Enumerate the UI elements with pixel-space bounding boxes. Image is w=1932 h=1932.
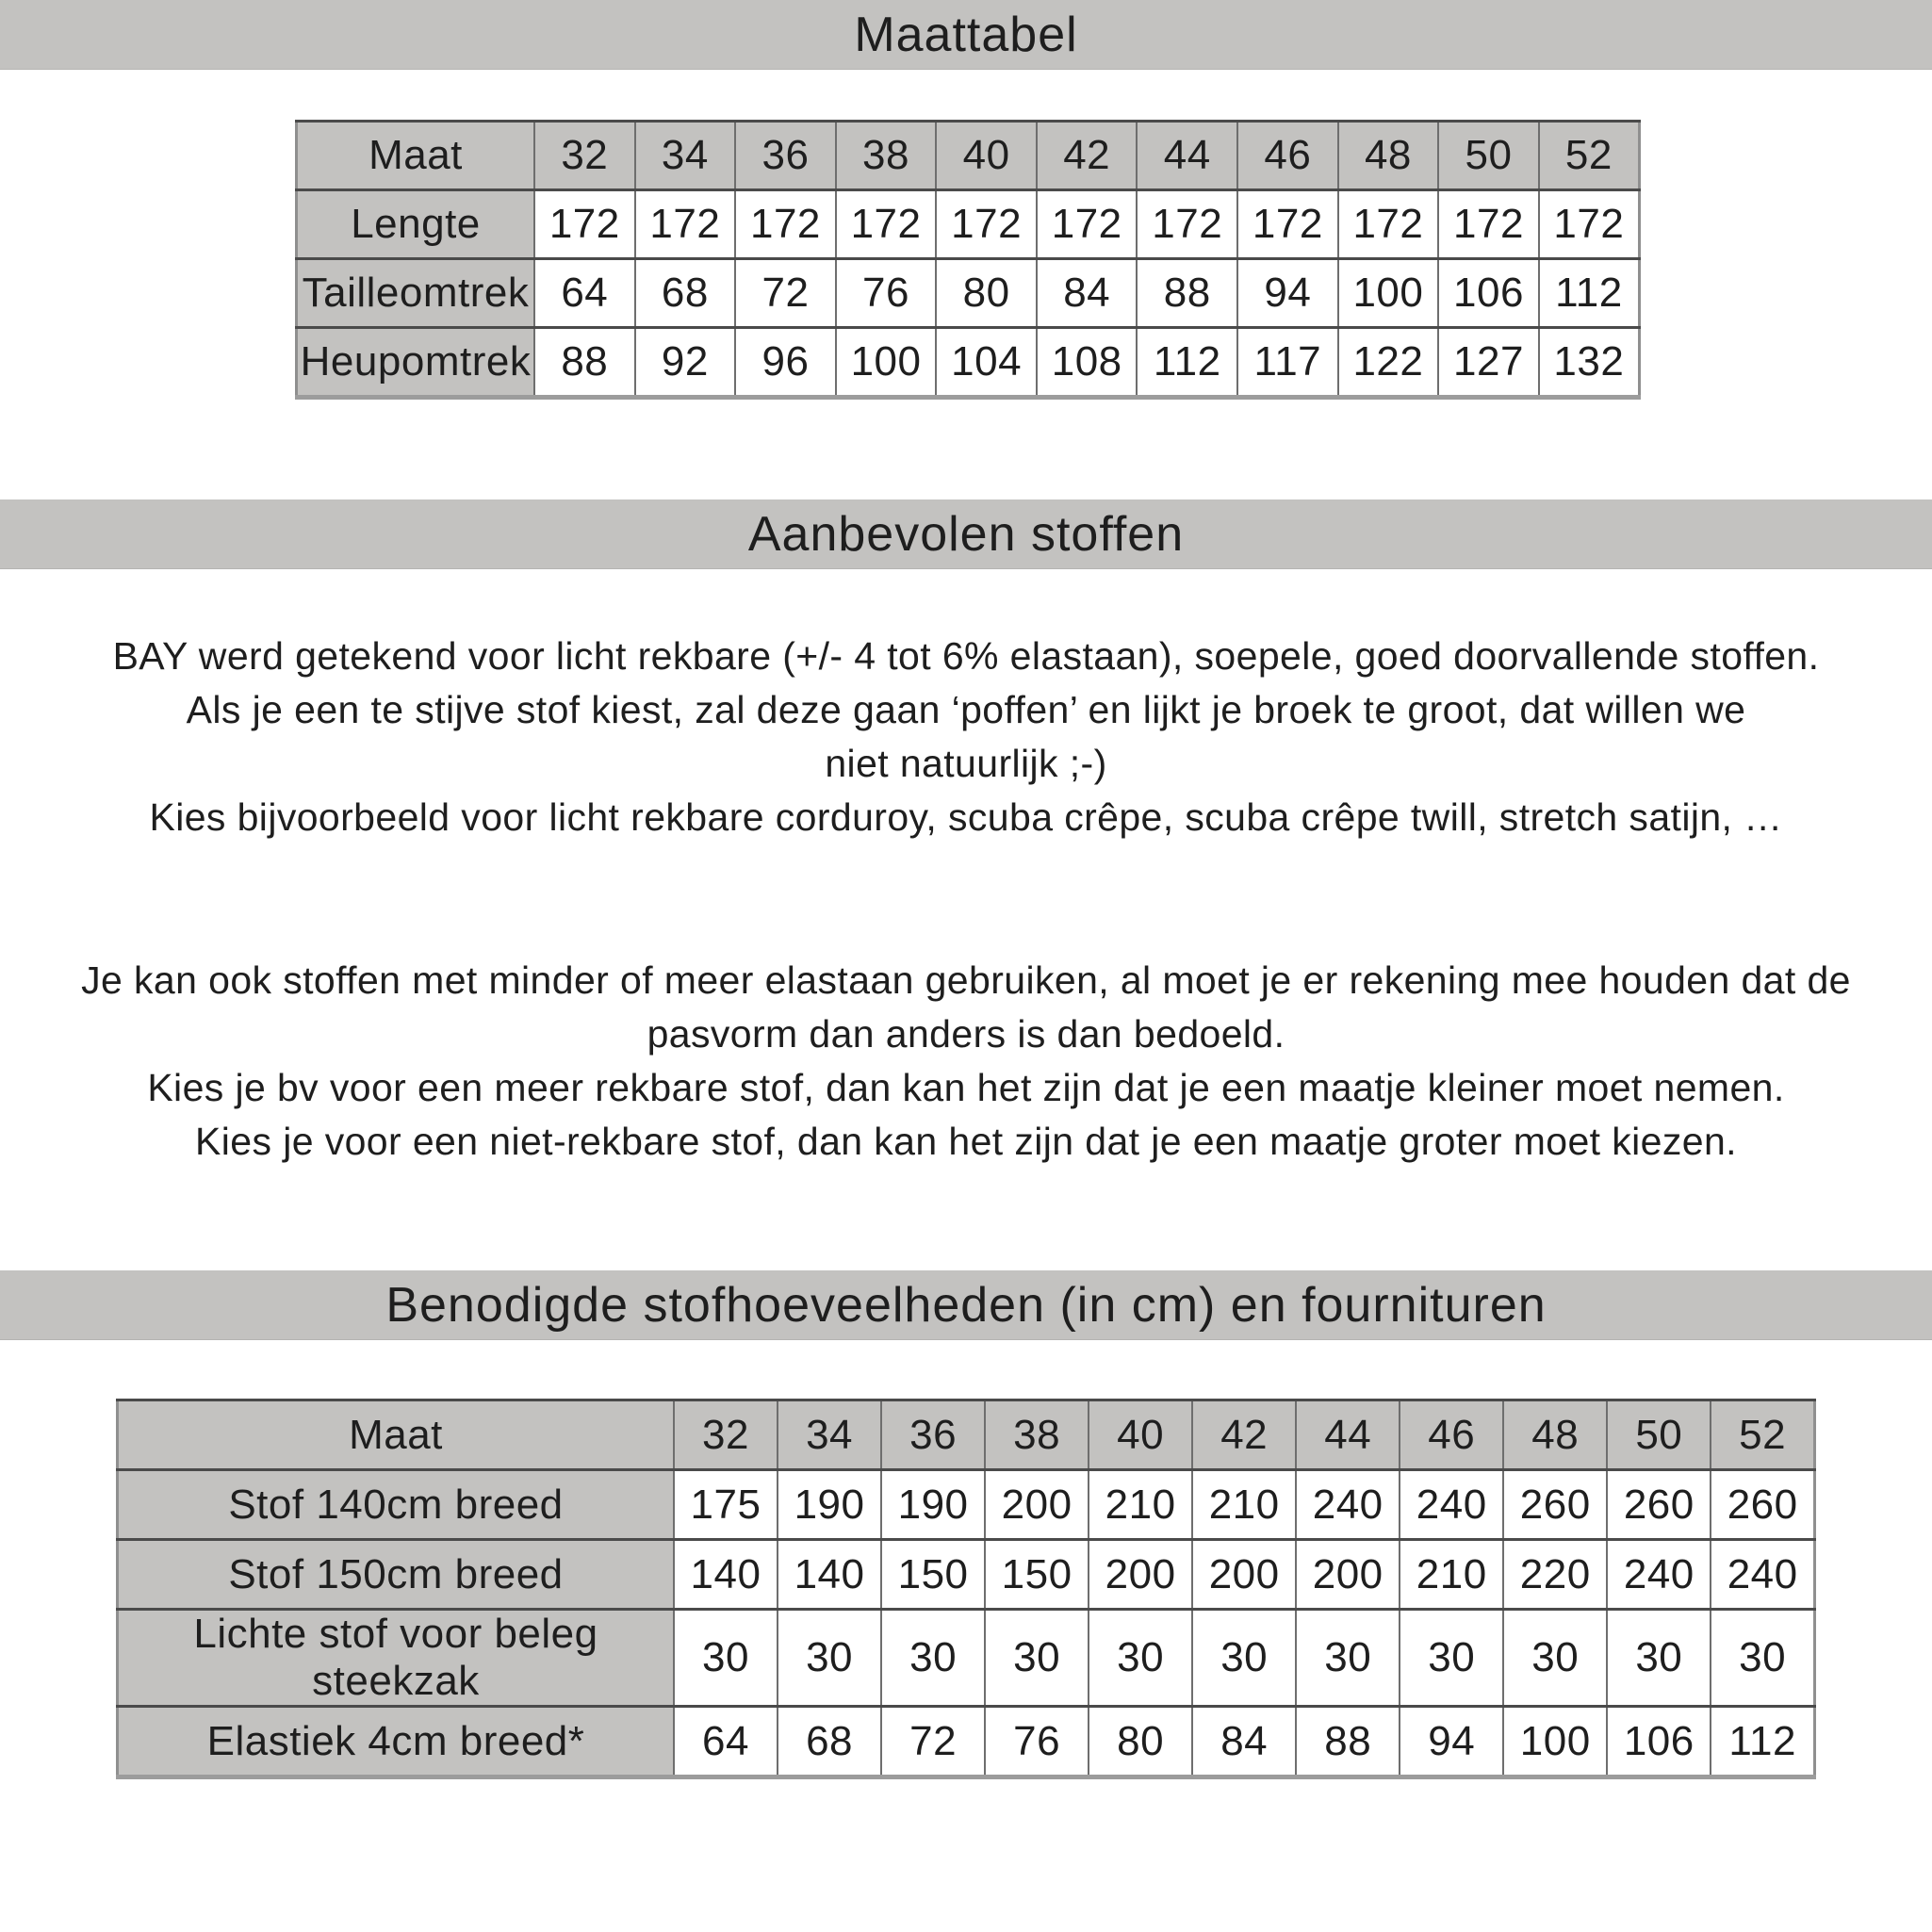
value-cell: 172 xyxy=(836,190,937,259)
value-cell: 100 xyxy=(1338,259,1439,328)
section-bar-benodigdheden xyxy=(0,1270,1932,1340)
value-cell: 210 xyxy=(1192,1470,1296,1540)
value-cell: 30 xyxy=(1711,1610,1814,1707)
value-cell: 30 xyxy=(1089,1610,1192,1707)
value-cell: 172 xyxy=(1539,190,1640,259)
size-header-cell: 34 xyxy=(778,1400,881,1470)
value-cell: 68 xyxy=(778,1707,881,1777)
value-cell: 92 xyxy=(635,328,736,398)
size-table xyxy=(295,120,1641,400)
value-cell: 260 xyxy=(1607,1470,1711,1540)
size-header-cell: 40 xyxy=(936,122,1037,190)
size-header-cell: 40 xyxy=(1089,1400,1192,1470)
value-cell: 88 xyxy=(1296,1707,1400,1777)
size-header-cell: 48 xyxy=(1503,1400,1607,1470)
value-cell: 30 xyxy=(1192,1610,1296,1707)
value-cell: 30 xyxy=(1400,1610,1503,1707)
paragraph-line: Als je een te stijve stof kiest, zal deze gaan ‘poffen’ en lijkt je broek te groot, dat willen we xyxy=(186,688,1746,731)
value-cell: 175 xyxy=(674,1470,778,1540)
size-header-cell: 44 xyxy=(1296,1400,1400,1470)
table-row xyxy=(118,1470,1815,1540)
value-cell: 112 xyxy=(1539,259,1640,328)
size-header-cell: 44 xyxy=(1137,122,1237,190)
value-cell: 72 xyxy=(735,259,836,328)
value-cell: 140 xyxy=(674,1540,778,1610)
table-row xyxy=(118,1540,1815,1610)
value-cell: 190 xyxy=(778,1470,881,1540)
row-label-cell: Heupomtrek xyxy=(297,328,535,398)
fabric-advice-paragraph-1 xyxy=(0,630,1932,844)
size-header-cell: 42 xyxy=(1037,122,1138,190)
row-label-cell: Stof 140cm breed xyxy=(118,1470,675,1540)
table-row xyxy=(297,190,1640,259)
value-cell: 30 xyxy=(778,1610,881,1707)
value-cell: 220 xyxy=(1503,1540,1607,1610)
paragraph-line: pasvorm dan anders is dan bedoeld. xyxy=(647,1012,1285,1056)
value-cell: 172 xyxy=(1037,190,1138,259)
table-row xyxy=(297,259,1640,328)
value-cell: 172 xyxy=(635,190,736,259)
value-cell: 200 xyxy=(985,1470,1089,1540)
value-cell: 260 xyxy=(1711,1470,1814,1540)
value-cell: 172 xyxy=(1438,190,1539,259)
row-label-cell: Lengte xyxy=(297,190,535,259)
row-label-cell: Tailleomtrek xyxy=(297,259,535,328)
value-cell: 172 xyxy=(936,190,1037,259)
size-header-cell: 32 xyxy=(674,1400,778,1470)
value-cell: 100 xyxy=(836,328,937,398)
size-header-cell: 42 xyxy=(1192,1400,1296,1470)
value-cell: 200 xyxy=(1296,1540,1400,1610)
value-cell: 68 xyxy=(635,259,736,328)
size-header-cell: 36 xyxy=(881,1400,985,1470)
size-header-cell: 50 xyxy=(1438,122,1539,190)
value-cell: 88 xyxy=(534,328,635,398)
value-cell: 190 xyxy=(881,1470,985,1540)
value-cell: 30 xyxy=(985,1610,1089,1707)
size-header-cell: 46 xyxy=(1400,1400,1503,1470)
value-cell: 80 xyxy=(1089,1707,1192,1777)
table-row xyxy=(118,1707,1815,1777)
value-cell: 112 xyxy=(1711,1707,1814,1777)
size-header-cell: 36 xyxy=(735,122,836,190)
value-cell: 132 xyxy=(1539,328,1640,398)
paragraph-line: niet natuurlijk ;-) xyxy=(825,742,1107,785)
value-cell: 260 xyxy=(1503,1470,1607,1540)
value-cell: 140 xyxy=(778,1540,881,1610)
value-cell: 117 xyxy=(1237,328,1338,398)
value-cell: 96 xyxy=(735,328,836,398)
value-cell: 64 xyxy=(534,259,635,328)
corner-header-cell: Maat xyxy=(118,1400,675,1470)
value-cell: 94 xyxy=(1400,1707,1503,1777)
value-cell: 172 xyxy=(534,190,635,259)
value-cell: 240 xyxy=(1400,1470,1503,1540)
section-title-benodigdheden: Benodigde stofhoeveelheden (in cm) en fournituren xyxy=(385,1277,1547,1333)
paragraph-line: Kies je voor een niet-rekbare stof, dan kan het zijn dat je een maatje groter moet kiezen. xyxy=(195,1120,1737,1163)
size-header-cell: 48 xyxy=(1338,122,1439,190)
section-title-stoffen: Aanbevolen stoffen xyxy=(747,506,1185,562)
requirements-table-wrapper xyxy=(116,1399,1816,1779)
table-row xyxy=(118,1610,1815,1707)
requirements-table xyxy=(116,1399,1816,1779)
value-cell: 100 xyxy=(1503,1707,1607,1777)
value-cell: 150 xyxy=(985,1540,1089,1610)
value-cell: 72 xyxy=(881,1707,985,1777)
value-cell: 30 xyxy=(674,1610,778,1707)
value-cell: 76 xyxy=(836,259,937,328)
size-table-wrapper xyxy=(295,120,1641,400)
value-cell: 240 xyxy=(1711,1540,1814,1610)
value-cell: 200 xyxy=(1089,1540,1192,1610)
value-cell: 240 xyxy=(1296,1470,1400,1540)
paragraph-line: BAY werd getekend voor licht rekbare (+/- 4 tot 6% elastaan), soepele, goed doorvallende stoffen. xyxy=(112,634,1820,678)
paragraph-line: Je kan ook stoffen met minder of meer elastaan gebruiken, al moet je er rekening mee houden dat de xyxy=(81,958,1851,1002)
value-cell: 210 xyxy=(1400,1540,1503,1610)
value-cell: 94 xyxy=(1237,259,1338,328)
value-cell: 84 xyxy=(1037,259,1138,328)
size-header-cell: 50 xyxy=(1607,1400,1711,1470)
value-cell: 200 xyxy=(1192,1540,1296,1610)
value-cell: 172 xyxy=(1338,190,1439,259)
row-label-cell: Stof 150cm breed xyxy=(118,1540,675,1610)
value-cell: 150 xyxy=(881,1540,985,1610)
value-cell: 108 xyxy=(1037,328,1138,398)
size-header-cell: 52 xyxy=(1711,1400,1814,1470)
corner-header-cell: Maat xyxy=(297,122,535,190)
value-cell: 30 xyxy=(1296,1610,1400,1707)
paragraph-line: Kies je bv voor een meer rekbare stof, dan kan het zijn dat je een maatje kleiner moet nemen. xyxy=(147,1066,1785,1109)
value-cell: 104 xyxy=(936,328,1037,398)
value-cell: 172 xyxy=(1137,190,1237,259)
value-cell: 84 xyxy=(1192,1707,1296,1777)
size-header-cell: 32 xyxy=(534,122,635,190)
value-cell: 122 xyxy=(1338,328,1439,398)
value-cell: 210 xyxy=(1089,1470,1192,1540)
row-label-cell: Lichte stof voor beleg steekzak xyxy=(118,1610,675,1707)
value-cell: 30 xyxy=(1607,1610,1711,1707)
value-cell: 88 xyxy=(1137,259,1237,328)
size-header-cell: 38 xyxy=(836,122,937,190)
section-title-maattabel: Maattabel xyxy=(854,7,1078,62)
size-header-cell: 52 xyxy=(1539,122,1640,190)
table-header-row xyxy=(118,1400,1815,1470)
value-cell: 106 xyxy=(1607,1707,1711,1777)
value-cell: 80 xyxy=(936,259,1037,328)
table-header-row xyxy=(297,122,1640,190)
value-cell: 240 xyxy=(1607,1540,1711,1610)
table-row xyxy=(297,328,1640,398)
size-header-cell: 46 xyxy=(1237,122,1338,190)
value-cell: 172 xyxy=(735,190,836,259)
row-label-cell: Elastiek 4cm breed* xyxy=(118,1707,675,1777)
fabric-advice-paragraph-2 xyxy=(0,954,1932,1169)
value-cell: 64 xyxy=(674,1707,778,1777)
size-header-cell: 38 xyxy=(985,1400,1089,1470)
value-cell: 112 xyxy=(1137,328,1237,398)
value-cell: 172 xyxy=(1237,190,1338,259)
value-cell: 106 xyxy=(1438,259,1539,328)
value-cell: 30 xyxy=(881,1610,985,1707)
paragraph-line: Kies bijvoorbeeld voor licht rekbare corduroy, scuba crêpe, scuba crêpe twill, stretch satijn, … xyxy=(149,795,1783,839)
section-bar-stoffen xyxy=(0,499,1932,569)
value-cell: 76 xyxy=(985,1707,1089,1777)
size-header-cell: 34 xyxy=(635,122,736,190)
value-cell: 127 xyxy=(1438,328,1539,398)
value-cell: 30 xyxy=(1503,1610,1607,1707)
section-bar-maattabel xyxy=(0,0,1932,70)
